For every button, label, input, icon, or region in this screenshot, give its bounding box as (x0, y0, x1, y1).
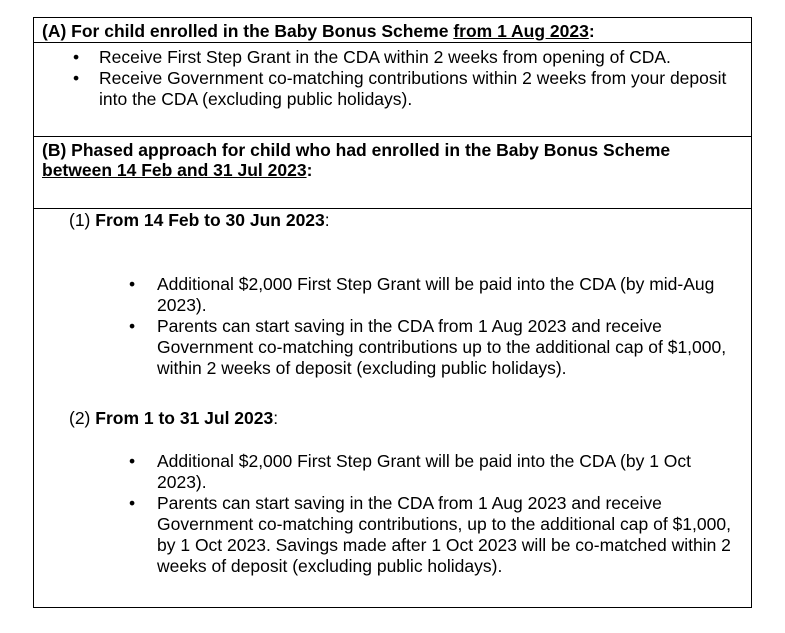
section-a-title: (A) For child enrolled in the Baby Bonus Scheme from 1 Aug 2023: (42, 21, 595, 41)
list-item: • Additional $2,000 First Step Grant will be paid into the CDA (by mid-Aug 2023). (157, 274, 745, 316)
phase-1-title: (1) From 14 Feb to 30 Jun 2023: (69, 210, 330, 230)
section-b-header (34, 137, 751, 209)
info-table (33, 17, 752, 608)
section-b-title: (B) Phased approach for child who had enrolled in the Baby Bonus Scheme between 14 Feb and 31 Jul 2023: (42, 140, 671, 180)
section-b-body (34, 209, 751, 607)
list-item: • Parents can start saving in the CDA from 1 Aug 2023 and receive Government co-matching contributions up to the additional cap of $1,000, within 2 weeks of deposit (excluding public holidays). (157, 316, 745, 379)
section-b-date-underlined: between 14 Feb and 31 Jul 2023 (42, 160, 307, 180)
phase-2-title: (2) From 1 to 31 Jul 2023: (69, 408, 279, 428)
list-item: • Receive First Step Grant in the CDA within 2 weeks from opening of CDA. (99, 47, 733, 68)
list-item: • Additional $2,000 First Step Grant will be paid into the CDA (by 1 Oct 2023). (157, 451, 745, 493)
list-item: • Parents can start saving in the CDA from 1 Aug 2023 and receive Government co-matching contributions, up to the additional cap of $1,000, by 1 Oct 2023. Savings made after 1 Oct 2023 will be co-matched within 2 weeks of deposit (excluding public holidays). (157, 493, 745, 577)
list-item: • Receive Government co-matching contributions within 2 weeks from your deposit into the CDA (excluding public holidays). (99, 68, 733, 110)
section-a-header (34, 18, 751, 43)
phase-2-bullet-list (157, 451, 745, 577)
section-a-body (34, 43, 751, 137)
section-a-date-underlined: from 1 Aug 2023 (453, 21, 589, 41)
phase-1-bullet-list (157, 274, 745, 379)
section-a-bullet-list (99, 47, 733, 110)
